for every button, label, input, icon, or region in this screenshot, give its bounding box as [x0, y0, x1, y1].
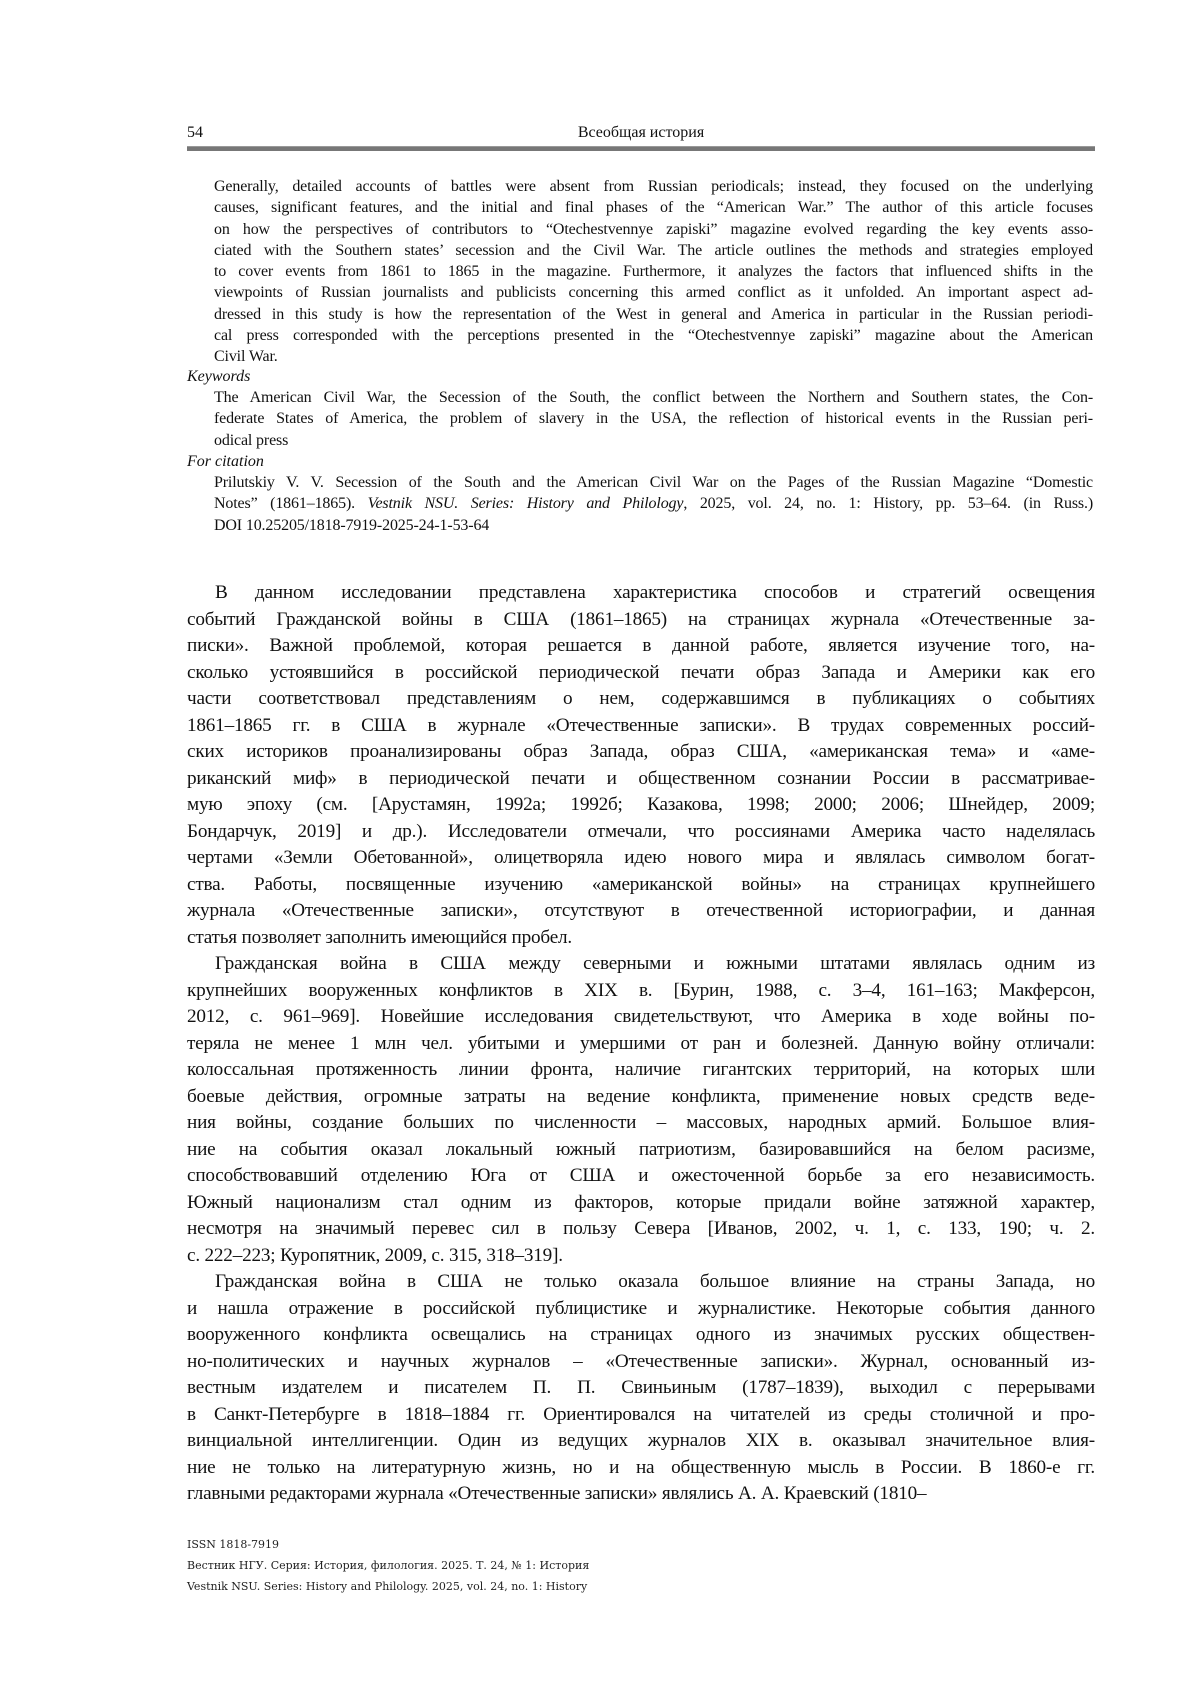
abstract-line: causes, significant features, and the initial and final phases of the “American War.” The author of this article focuses	[214, 197, 1093, 218]
paragraph-line: 2012, с. 961–969]. Новейшие исследования свидетельствуют, что Америка в ходе войны по-	[187, 1004, 1095, 1031]
paragraph-line: в Санкт-Петербурге в 1818–1884 гг. Ориентировался на читателей из среды столичной и про-	[187, 1402, 1095, 1429]
abstract	[214, 176, 1093, 368]
paragraph	[187, 580, 1095, 951]
paragraph-line: Южный национализм стал одним из факторов, которые придали войне затяжной характер,	[187, 1190, 1095, 1217]
abstract-line: Generally, detailed accounts of battles were absent from Russian periodicals; instead, they focused on the underlying	[214, 176, 1093, 197]
page-number: 54	[187, 124, 203, 142]
paragraph-line: ния войны, создание больших по численности – массовых, народных армий. Большое влия-	[187, 1110, 1095, 1137]
paragraph	[187, 951, 1095, 1269]
abstract-line: ciated with the Southern states’ secession and the Civil War. The article outlines the methods and strategies employed	[214, 240, 1093, 261]
paragraph-line: теряла не менее 1 млн чел. убитыми и умершими от ран и болезней. Данную войну отличали:	[187, 1031, 1095, 1058]
paragraph-line: сколько устоявшийся в российской периодической печати образ Запада и Америки как его	[187, 660, 1095, 687]
paragraph-line: главными редакторами журнала «Отечественные записки» являлись А. А. Краевский (1810–	[187, 1481, 1095, 1508]
paragraph-line: способствовавший отделению Юга от США и ожесточенной борьбе за его независимость.	[187, 1163, 1095, 1190]
paragraph-line: Гражданская война в США между северными и южными штатами являлась одним из	[187, 951, 1095, 978]
paragraph-line: боевые действия, огромные затраты на ведение конфликта, применение новых средств веде-	[187, 1084, 1095, 1111]
paragraph-line: журнала «Отечественные записки», отсутствуют в отечественной историографии, и данная	[187, 898, 1095, 925]
abstract-line: dressed in this study is how the representation of the West in general and America in particular in the Russian periodi-	[214, 304, 1093, 325]
paragraph-line: Бондарчук, 2019] и др.). Исследователи отмечали, что россиянами Америка часто наделялась	[187, 819, 1095, 846]
abstract-line: viewpoints of Russian journalists and publicists concerning this armed conflict as it unfolded. An important aspect ad-	[214, 282, 1093, 303]
keywords-line: The American Civil War, the Secession of the South, the conflict between the Northern and Southern states, the Con-	[214, 387, 1093, 408]
footer-issn: ISSN 1818-7919	[187, 1538, 279, 1551]
journal-title: Vestnik NSU. Series: History and Philology	[368, 495, 684, 512]
paragraph-line: несмотря на значимый перевес сил в пользу Севера [Иванов, 2002, ч. 1, с. 133, 190; ч. 2.	[187, 1216, 1095, 1243]
abstract-line: Civil War.	[214, 346, 1093, 367]
paragraph-line: ства. Работы, посвященные изучению «американской войны» на страницах крупнейшего	[187, 872, 1095, 899]
paragraph-line: вооруженного конфликта освещались на страницах одного из значимых русских обществен-	[187, 1322, 1095, 1349]
footer-journal-en: Vestnik NSU. Series: History and Philology. 2025, vol. 24, no. 1: History	[187, 1580, 587, 1593]
paragraph-line: риканский миф» в периодической печати и общественном сознании России в рассматривае-	[187, 766, 1095, 793]
paragraph-line: винциальной интеллигенции. Один из ведущих журналов XIX в. оказывал значительное влия-	[187, 1428, 1095, 1455]
citation-text: Notes” (1861–1865).	[214, 495, 368, 512]
keywords-label: Keywords	[187, 366, 250, 387]
paragraph	[187, 1269, 1095, 1508]
paragraph-line: событий Гражданской войны в США (1861–1865) на страницах журнала «Отечественные за-	[187, 607, 1095, 634]
paragraph-line: части соответствовал представлениям о нем, содержавшимся в публикациях о событиях	[187, 686, 1095, 713]
paragraph-line: крупнейших вооруженных конфликтов в XIX в. [Бурин, 1988, с. 3–4, 161–163; Макферсон,	[187, 978, 1095, 1005]
keywords-line: federate States of America, the problem of slavery in the USA, the reflection of historical events in the Russian peri-	[214, 408, 1093, 429]
citation-label: For citation	[187, 451, 264, 472]
citation	[214, 472, 1093, 536]
paragraph-line: 1861–1865 гг. в США в журнале «Отечественные записки». В трудах современных россий-	[187, 713, 1095, 740]
paragraph-line: мую эпоху (см. [Арустамян, 1992а; 1992б; Казакова, 1998; 2000; 2006; Шнейдер, 2009;	[187, 792, 1095, 819]
keywords-line: odical press	[214, 430, 1093, 451]
paragraph-line: вестным издателем и писателем П. П. Свиньиным (1787–1839), выходил с перерывами	[187, 1375, 1095, 1402]
abstract-line: to cover events from 1861 to 1865 in the magazine. Furthermore, it analyzes the factors that influenced shifts in the	[214, 261, 1093, 282]
header-rule	[187, 146, 1095, 151]
abstract-line: on how the perspectives of contributors to “Otechestvennye zapiski” magazine evolved regarding the key events asso-	[214, 219, 1093, 240]
paragraph-line: и нашла отражение в российской публицистике и журналистике. Некоторые события данного	[187, 1296, 1095, 1323]
citation-text: , 2025, vol. 24, no. 1: History, pp. 53–64. (in Russ.)	[683, 495, 1093, 512]
paragraph-line: с. 222–223; Куропятник, 2009, с. 315, 318–319].	[187, 1243, 1095, 1270]
paragraph-line: В данном исследовании представлена характеристика способов и стратегий освещения	[187, 580, 1095, 607]
keywords	[214, 387, 1093, 451]
paragraph-line: писки». Важной проблемой, которая решается в данной работе, является изучение того, на-	[187, 633, 1095, 660]
running-title: Всеобщая история	[187, 124, 1095, 142]
citation-line: Prilutskiy V. V. Secession of the South and the American Civil War on the Pages of the Russian Magazine “Domestic	[214, 472, 1093, 493]
paragraph-line: колоссальная протяженность линии фронта, наличие гигантских территорий, на которых шли	[187, 1057, 1095, 1084]
paragraph-line: ние на события оказал локальный южный патриотизм, базировавшийся на белом расизме,	[187, 1137, 1095, 1164]
paragraph-line: но-политических и научных журналов – «Отечественные записки». Журнал, основанный из-	[187, 1349, 1095, 1376]
paragraph-line: ние не только на литературную жизнь, но и на общественную мысль в России. В 1860-е гг.	[187, 1455, 1095, 1482]
article-body	[187, 580, 1095, 1508]
paragraph-line: чертами «Земли Обетованной», олицетворяла идею нового мира и являлась символом богат-	[187, 845, 1095, 872]
abstract-line: cal press corresponded with the perceptions presented in the “Otechestvennye zapiski” magazine about the American	[214, 325, 1093, 346]
footer-journal-ru: Вестник НГУ. Серия: История, филология. 2025. Т. 24, № 1: История	[187, 1559, 589, 1572]
paragraph-line: статья позволяет заполнить имеющийся пробел.	[187, 925, 1095, 952]
paragraph-line: ских историков проанализированы образ Запада, образ США, «американская тема» и «аме-	[187, 739, 1095, 766]
paragraph-line: Гражданская война в США не только оказала большое влияние на страны Запада, но	[187, 1269, 1095, 1296]
doi: DOI 10.25205/1818-7919-2025-24-1-53-64	[214, 515, 1093, 536]
citation-line	[214, 493, 1093, 514]
